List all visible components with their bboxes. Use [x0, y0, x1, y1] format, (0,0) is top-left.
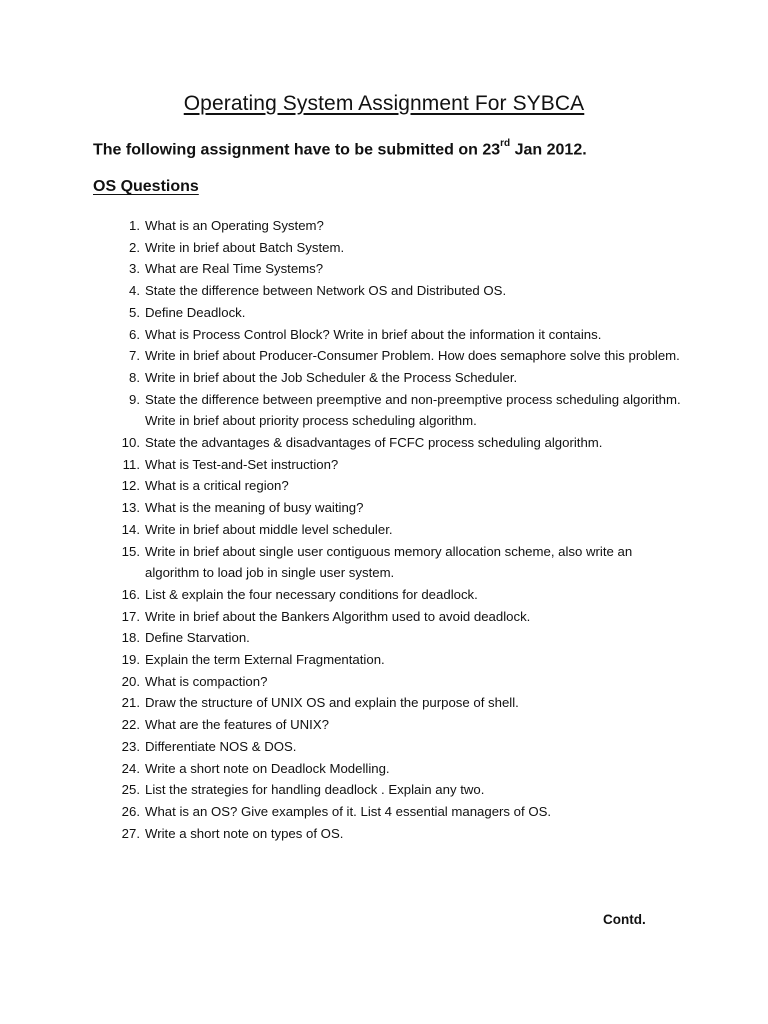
question-item	[0, 258, 685, 280]
question-text: State the difference between Network OS and Distributed OS.	[145, 283, 507, 299]
question-item	[0, 367, 685, 389]
question-text: What is Test-and-Set instruction?	[145, 456, 339, 472]
question-item	[0, 475, 685, 497]
question-number: 9.	[129, 391, 140, 407]
question-item	[0, 519, 685, 541]
question-text: What is compaction?	[145, 673, 268, 689]
question-list	[0, 215, 685, 844]
question-number: 4.	[129, 283, 140, 299]
question-text: List & explain the four necessary conditions for deadlock.	[145, 586, 478, 602]
question-text: Write a short note on types of OS.	[145, 825, 344, 841]
question-item	[0, 541, 685, 584]
question-item	[0, 736, 685, 758]
question-text: Explain the term External Fragmentation.	[145, 652, 385, 668]
question-number: 19.	[121, 652, 140, 668]
page-title: Operating System Assignment For SYBCA	[183, 92, 585, 115]
question-text: Write in brief about middle level scheduler.	[145, 521, 393, 537]
question-number: 10.	[121, 435, 140, 451]
question-item	[0, 280, 685, 302]
question-number: 13.	[121, 500, 140, 516]
question-number: 20.	[121, 673, 140, 689]
question-text: Write in brief about Producer-Consumer Problem. How does semaphore solve this problem.	[145, 348, 680, 364]
question-number: 18.	[121, 630, 140, 646]
question-number: 7.	[129, 348, 140, 364]
question-number: 14.	[121, 521, 140, 537]
question-text: Differentiate NOS & DOS.	[145, 738, 297, 754]
question-text: Draw the structure of UNIX OS and explain the purpose of shell.	[145, 695, 519, 711]
question-item	[0, 714, 685, 736]
question-item	[0, 758, 685, 780]
question-item	[0, 215, 685, 237]
question-text: What is the meaning of busy waiting?	[145, 500, 364, 516]
question-item	[0, 801, 685, 823]
question-text: List the strategies for handling deadlock . Explain any two.	[145, 782, 485, 798]
question-item	[0, 432, 685, 454]
question-number: 24.	[121, 760, 140, 776]
question-number: 21.	[121, 695, 140, 711]
question-number: 3.	[129, 261, 140, 277]
question-item	[0, 237, 685, 259]
question-item	[0, 606, 685, 628]
question-number: 27.	[121, 825, 140, 841]
question-number: 26.	[121, 803, 140, 819]
question-text: Write in brief about Batch System.	[145, 239, 345, 255]
question-number: 22.	[121, 717, 140, 733]
question-text: What are the features of UNIX?	[145, 717, 329, 733]
question-number: 12.	[121, 478, 140, 494]
question-text: Define Starvation.	[145, 630, 250, 646]
section-heading: OS Questions	[93, 178, 199, 195]
question-number: 1.	[129, 218, 140, 233]
question-item	[0, 345, 685, 367]
question-text: What are Real Time Systems?	[145, 261, 324, 277]
submission-note-date: Jan 2012.	[510, 141, 587, 159]
question-item	[0, 823, 685, 845]
question-number: 23.	[121, 738, 140, 754]
question-number: 8.	[129, 369, 140, 385]
question-item	[0, 302, 685, 324]
question-text: What is Process Control Block? Write in brief about the information it contains.	[145, 326, 602, 342]
question-text: State the difference between preemptive and non-preemptive process scheduling algorithm. Write in brief about priority process scheduling algorithm.	[145, 391, 681, 429]
question-number: 2.	[129, 239, 140, 255]
question-number: 25.	[121, 782, 140, 798]
continued-label: Contd.	[603, 912, 646, 927]
question-text: Write a short note on Deadlock Modelling.	[145, 760, 390, 776]
question-text: Write in brief about the Bankers Algorithm used to avoid deadlock.	[145, 608, 531, 624]
question-item	[0, 692, 685, 714]
submission-note	[93, 140, 587, 159]
question-item	[0, 454, 685, 476]
question-text: Write in brief about single user contiguous memory allocation scheme, also write an algorithm to load job in single user system.	[145, 543, 633, 581]
submission-note-superscript: rd	[500, 138, 511, 149]
question-number: 5.	[129, 304, 140, 320]
question-text: What is an OS? Give examples of it. List 4 essential managers of OS.	[145, 803, 552, 819]
question-item	[0, 389, 685, 432]
question-item	[0, 584, 685, 606]
question-number: 16.	[121, 586, 140, 602]
question-number: 17.	[121, 608, 140, 624]
question-number: 6.	[129, 326, 140, 342]
question-text: State the advantages & disadvantages of FCFC process scheduling algorithm.	[145, 435, 603, 451]
question-text: Define Deadlock.	[145, 304, 246, 320]
question-text: Write in brief about the Job Scheduler & the Process Scheduler.	[145, 369, 518, 385]
question-number: 15.	[121, 543, 140, 559]
question-item	[0, 671, 685, 693]
question-number: 11.	[122, 456, 140, 472]
submission-note-text: The following assignment have to be submitted on 23	[93, 141, 501, 159]
question-item	[0, 627, 685, 649]
question-item	[0, 649, 685, 671]
question-item	[0, 497, 685, 519]
question-item	[0, 779, 685, 801]
question-text: What is a critical region?	[145, 478, 289, 494]
question-item	[0, 324, 685, 346]
question-text: What is an Operating System?	[145, 218, 324, 233]
